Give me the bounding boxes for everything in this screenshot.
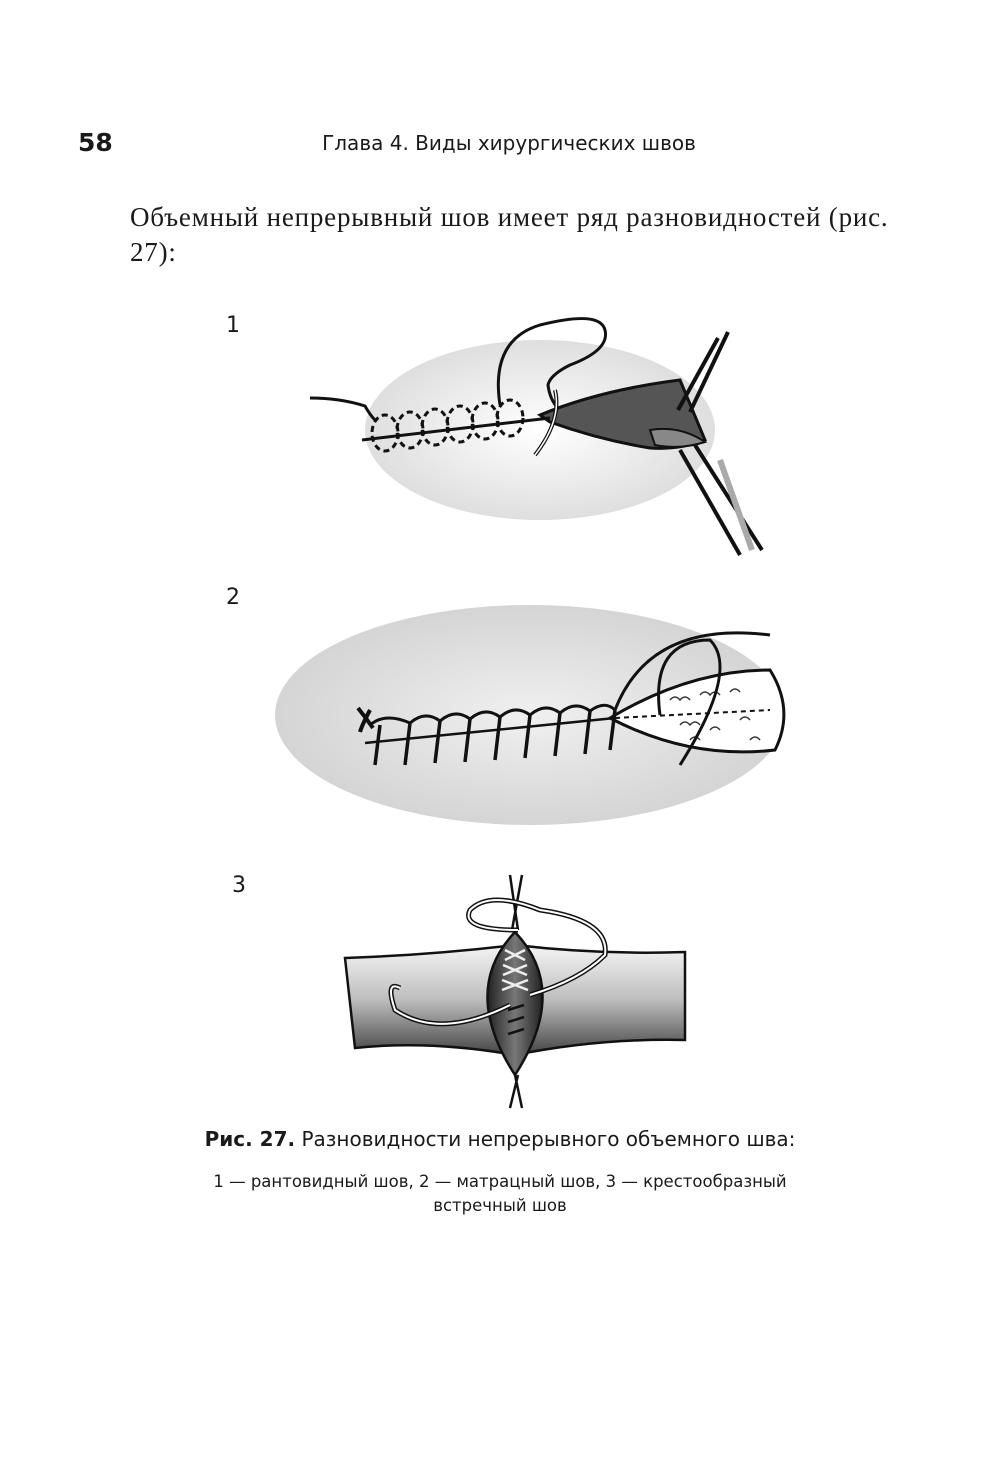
figure-caption-label: Рис. 27. bbox=[204, 1127, 296, 1151]
illustration-mattress-suture bbox=[270, 600, 790, 830]
page-number: 58 bbox=[78, 128, 113, 157]
figure-caption-text: Разновидности непрерывного объемного шва: bbox=[301, 1127, 796, 1151]
illustration-running-suture bbox=[300, 310, 780, 570]
figure-label-1: 1 bbox=[226, 313, 240, 338]
figure-caption-title bbox=[0, 1127, 1000, 1151]
figure-caption-line-2: встречный шов bbox=[433, 1196, 567, 1215]
figure-caption-line-1: 1 — рантовидный шов, 2 — матрацный шов, 3 — крестообразный bbox=[213, 1172, 787, 1191]
figure-label-3: 3 bbox=[232, 873, 246, 898]
body-paragraph: Объемный непрерывный шов имеет ряд разновидностей (рис. 27): bbox=[130, 202, 889, 267]
figure-caption-body bbox=[180, 1170, 820, 1218]
running-head: Глава 4. Виды хирургических швов bbox=[322, 131, 696, 155]
figure-label-2: 2 bbox=[226, 585, 240, 610]
illustration-cross-suture bbox=[340, 870, 690, 1110]
